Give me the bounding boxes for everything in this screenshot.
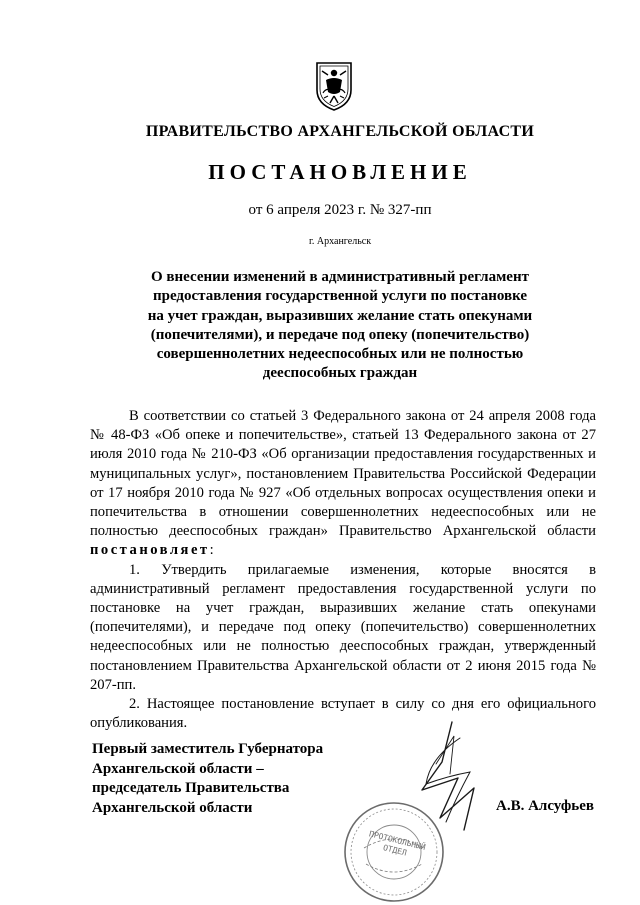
document-city: г. Архангельск: [308, 236, 372, 247]
signer-name: А.В. Алсуфьев: [496, 798, 594, 814]
document-type: ПОСТАНОВЛЕНИЕ: [208, 160, 472, 184]
government-title: ПРАВИТЕЛЬСТВО АРХАНГЕЛЬСКОЙ ОБЛАСТИ: [145, 123, 535, 140]
subject-line: О внесении изменений в административный регламент: [151, 269, 529, 285]
signer-position-line: Первый заместитель Губернатора: [92, 741, 324, 757]
signer-position-line: Архангельской области: [92, 799, 253, 816]
preamble-text: В соответствии со статьей 3 Федерального закона от 24 апреля 2008 года № 48-ФЗ «Об опеке и попечительстве», статьей 13 Федерального закона от 27 июля 2010 года № 210-ФЗ «Об организации предоставления государственных и муниципальных услуг», постановлением Правительства Российской Федерации от 17 ноября 2010 года № 927 «Об отдельных вопросах осуществления опеки и попечительства в отношении совершеннолетних недееспособных или не полностью дееспособных граждан» Правительство Архангельской области: [90, 408, 596, 540]
subject-line: (попечителями), и передаче под опеку (попечительство): [150, 326, 530, 343]
document-body: [90, 407, 596, 733]
preamble-paragraph: [90, 407, 596, 561]
signer-position: [92, 740, 323, 818]
item-2-paragraph: 2. Настоящее постановление вступает в силу со дня его официального опубликования.: [90, 696, 596, 732]
handwritten-signature: [400, 718, 510, 838]
signer-position-line: председатель Правительства: [92, 780, 290, 796]
coat-of-arms-icon: [314, 60, 354, 112]
stamp-text: ПРОТОКОЛЬНЫЙ ОТДЕЛ: [368, 829, 427, 858]
subject-line: на учет граждан, выразивших желание стать опекунами: [147, 307, 533, 324]
item-1-paragraph: 1. Утвердить прилагаемые изменения, которые вносятся в административный регламент предоставления государственной услуги по постановке на учет граждан, выразивших желание стать опекунами (попечителями), и передаче под опеку (попечительство) совершеннолетних недееспособных или не полностью дееспособных граждан, утвержденный постановлением Правительства Архангельской области от 2 июня 2015 года № 207-пп.: [90, 561, 596, 693]
document-date-number: от 6 апреля 2023 г. № 327-пп: [248, 202, 432, 218]
resolves-colon: :: [209, 542, 214, 559]
document-subject: [120, 268, 560, 384]
signer-position-line: Архангельской области –: [92, 760, 264, 777]
resolves-word: постановляет: [90, 542, 210, 559]
subject-line: дееспособных граждан: [262, 365, 418, 382]
subject-line: совершеннолетних недееспособных или не полностью: [156, 346, 524, 363]
subject-line: предоставления государственной услуги по постановке: [152, 288, 528, 305]
